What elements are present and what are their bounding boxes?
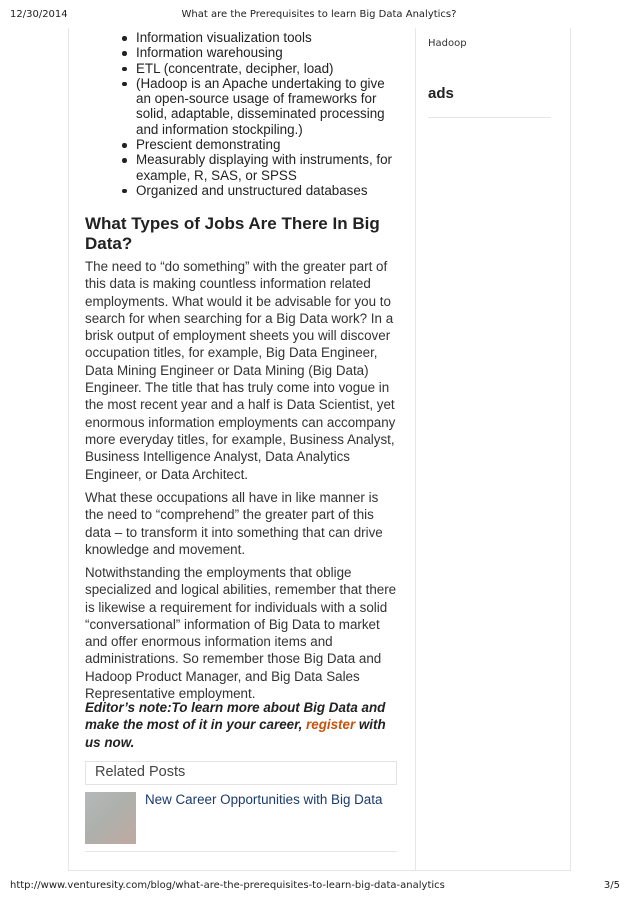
divider bbox=[85, 851, 397, 852]
editor-note-text: with us now. bbox=[85, 717, 386, 750]
related-post-link[interactable]: New Career Opportunities with Big Data bbox=[145, 792, 383, 807]
divider bbox=[428, 117, 551, 118]
prerequisite-list bbox=[118, 30, 398, 198]
sidebar-tag[interactable]: Hadoop bbox=[428, 38, 467, 49]
print-url: http://www.venturesity.com/blog/what-are-the-prerequisites-to-learn-big-data-analytics bbox=[10, 880, 445, 891]
page-number: 3/5 bbox=[603, 880, 620, 891]
list-item: Measurably displaying with instruments, for example, R, SAS, or SPSS bbox=[118, 152, 398, 183]
list-item: (Hadoop is an Apache undertaking to give an open-source usage of frameworks for solid, adaptable, disseminated processing and information stockpiling.) bbox=[118, 76, 398, 137]
article-paragraph: Notwithstanding the employments that oblige specialized and logical abilities, remember that there is likewise a requirement for individuals with a solid “conversational” information of Big Data to market and offer enormous information items and administrations. So remember those Big Data and Hadoop Product Manager, and Big Data Sales Representative employment. bbox=[85, 565, 397, 702]
list-item: ETL (concentrate, decipher, load) bbox=[118, 61, 398, 76]
editor-note bbox=[85, 699, 397, 751]
section-heading: What Types of Jobs Are There In Big Data? bbox=[85, 214, 380, 253]
list-item: Organized and unstructured databases bbox=[118, 183, 398, 198]
list-item: Information visualization tools bbox=[118, 30, 398, 45]
article-paragraph: What these occupations all have in like manner is the need to “comprehend” the greater part of this data – to transform it into something that can drive knowledge and movement. bbox=[85, 490, 383, 557]
article-paragraph: The need to “do something” with the greater part of this data is making countless information related employments. What would it be advisable for you to search for when searching for a Big Data work? In a brisk output of employment sheets you will discover occupation titles, for example, Big Data Engineer, Data Mining Engineer or Data Mining (Big Data) Engineer. The title that has truly come into vogue in the most recent year and a half is Data Scientist, yet enormous information employments can accompany more everyday titles, for example, Business Analyst, Business Intelligence Analyst, Data Analytics Engineer, or Data Architect. bbox=[85, 259, 396, 482]
register-link[interactable]: register bbox=[306, 717, 356, 733]
list-item: Information warehousing bbox=[118, 45, 398, 60]
related-post-thumbnail[interactable] bbox=[85, 792, 136, 844]
sidebar-heading: ads bbox=[428, 85, 454, 102]
related-posts-header bbox=[85, 761, 397, 785]
related-posts-title: Related Posts bbox=[95, 764, 186, 780]
list-item: Prescient demonstrating bbox=[118, 137, 398, 152]
print-date: 12/30/2014 bbox=[10, 9, 68, 20]
editor-note-text: Editor’s note:To learn more about Big Data and make the most of it in your career, bbox=[85, 700, 386, 733]
sidebar-column bbox=[414, 28, 571, 871]
print-page-title: What are the Prerequisites to learn Big Data Analytics? bbox=[181, 9, 457, 20]
